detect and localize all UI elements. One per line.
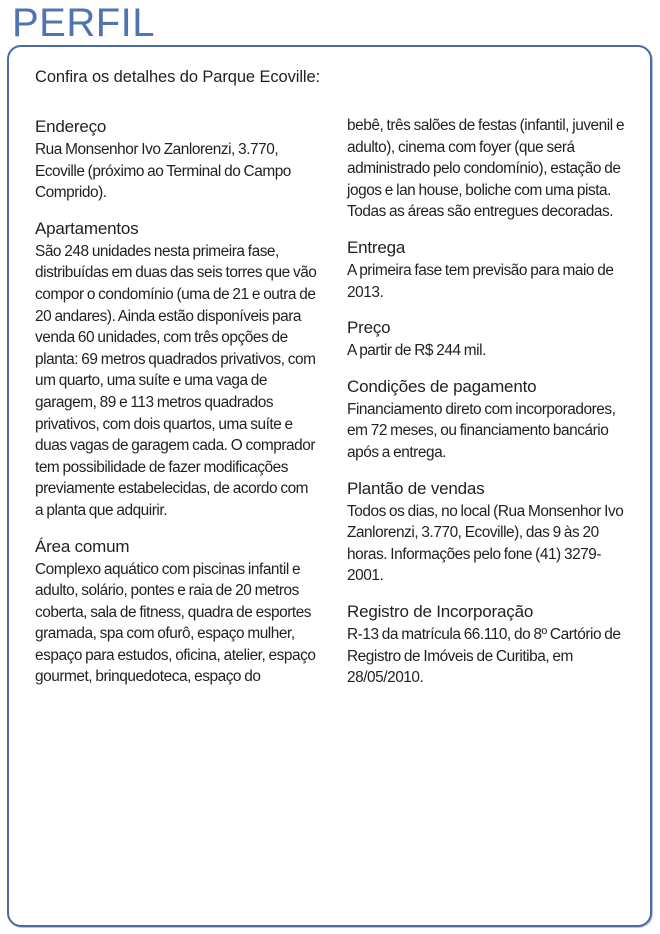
section-body-registro-de-incorporacao: R-13 da matrícula 66.110, do 8º Cartório de Registro de Imóveis de Curitiba, em 28/05/2010. bbox=[347, 625, 621, 687]
page-title: PERFIL bbox=[12, 1, 156, 45]
section-heading-endereco: Endereço bbox=[35, 117, 107, 136]
section-body-area-comum: Complexo aquático com piscinas infantil e adulto, solário, pontes e raia de 20 metros coberta, sala de fitness, quadra de esportes gramada, spa com ofurô, espaço mulher, espaço para estudos, oficina, atelier, espaço gourmet, brinquedoteca, espaço do bbox=[35, 560, 316, 686]
section-heading-condicoes-de-pagamento: Condições de pagamento bbox=[347, 376, 537, 396]
intro-line: Confira os detalhes do Parque Ecoville: bbox=[35, 68, 321, 86]
section-heading-entrega: Entrega bbox=[347, 237, 406, 257]
section-area-comum bbox=[35, 535, 317, 689]
section-condicoes-de-pagamento bbox=[347, 375, 629, 464]
section-preco bbox=[347, 316, 629, 362]
section-body-area-comum-continued: bebê, três salões de festas (infantil, juvenil e adulto), cinema com foyer (que será administrado pelo condomínio), estação de jogos e lan house, boliche com uma pista. Todas as áreas são entregues decoradas. bbox=[347, 117, 625, 221]
section-body-preco: A partir de R$ 244 mil. bbox=[347, 342, 486, 360]
section-heading-registro-de-incorporacao: Registro de Incorporação bbox=[347, 601, 534, 621]
section-apartamentos bbox=[35, 217, 317, 522]
section-body-plantao-de-vendas: Todos os dias, no local (Rua Monsenhor Ivo Zanlorenzi, 3.770, Ecoville), das 9 às 20 horas. Informações pelo fone (41) 3279-2001. bbox=[347, 502, 624, 585]
section-body-endereco: Rua Monsenhor Ivo Zanlorenzi, 3.770, Ecoville (próximo ao Terminal do Campo Comprido). bbox=[35, 141, 291, 202]
info-panel bbox=[7, 45, 652, 927]
left-column bbox=[35, 115, 317, 689]
section-heading-apartamentos: Apartamentos bbox=[35, 218, 139, 238]
section-plantao-de-vendas bbox=[347, 477, 629, 587]
section-heading-preco: Preço bbox=[347, 318, 391, 338]
info-panel-content bbox=[9, 47, 650, 925]
right-column bbox=[347, 115, 629, 689]
section-endereco bbox=[35, 115, 317, 204]
section-heading-plantao-de-vendas: Plantão de vendas bbox=[347, 478, 485, 498]
section-body-entrega: A primeira fase tem previsão para maio de 2013. bbox=[347, 261, 614, 301]
two-column-body bbox=[35, 115, 629, 689]
section-body-condicoes-de-pagamento: Financiamento direto com incorporadores, em 72 meses, ou financiamento bancário após a entrega. bbox=[347, 400, 616, 461]
section-area-comum-continuation bbox=[347, 115, 629, 223]
section-body-apartamentos: São 248 unidades nesta primeira fase, distribuídas em duas das seis torres que vão compor o condomínio (uma de 21 e outra de 20 andares). Ainda estão disponíveis para venda 60 unidades, com três opções de planta: 69 metros quadrados privativos, com um quarto, uma suíte e uma vaga de garagem, 89 e 113 metros quadrados privativos, com dois quartos, uma suíte e duas vagas de garagem cada. O comprador tem possibilidade de fazer modificações previamente estabelecidas, de acordo com a planta que adquirir. bbox=[35, 242, 317, 519]
section-heading-area-comum: Área comum bbox=[35, 536, 130, 556]
section-registro-de-incorporacao bbox=[347, 600, 629, 689]
section-entrega bbox=[347, 236, 629, 303]
